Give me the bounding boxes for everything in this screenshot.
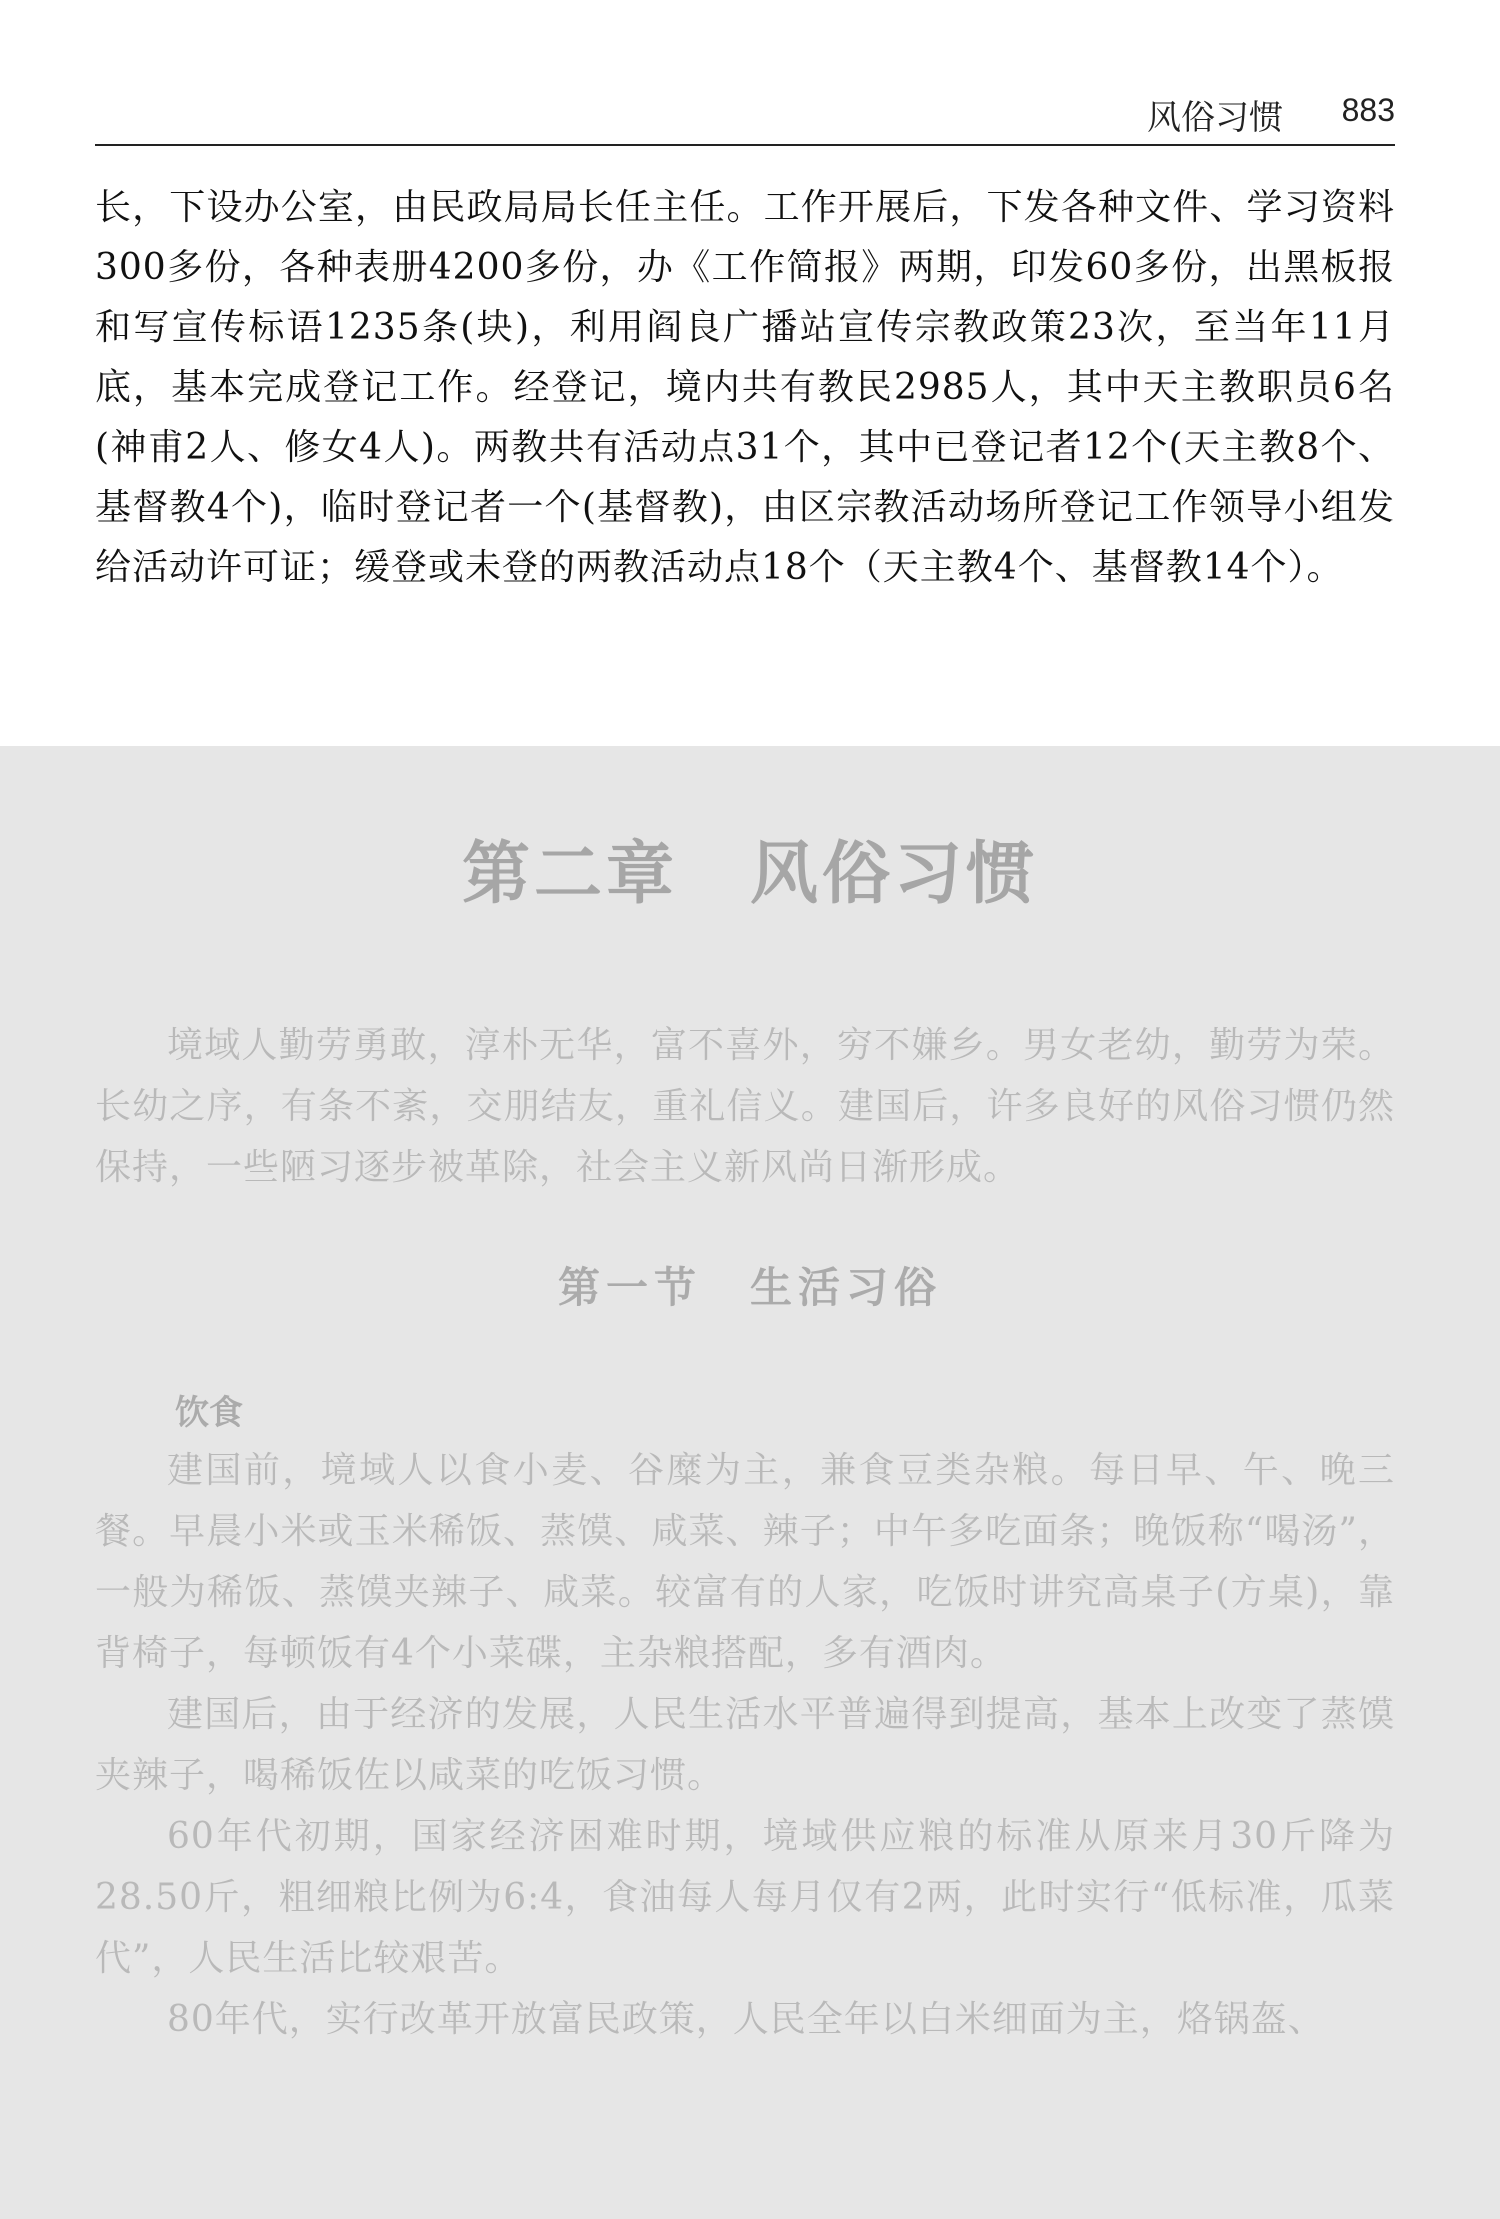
body-paragraph: 建国后，由于经济的发展，人民生活水平普遍得到提高，基本上改变了蒸馍夹辣子，喝稀饭佐以咸菜的吃饭习惯。 (95, 1694, 1395, 1796)
diet-section-body (95, 1440, 1395, 2050)
running-title: 风俗习惯 (1147, 98, 1283, 138)
page-header (95, 88, 1395, 146)
body-paragraph: 建国前，境域人以食小麦、谷糜为主，兼食豆类杂粮。每日早、午、晚三餐。早晨小米或玉米稀饭、蒸馍、咸菜、辣子；中午多吃面条；晚饭称“喝汤”，一般为稀饭、蒸馍夹辣子、咸菜。较富有的人家，吃饭时讲究高桌子(方桌)，靠背椅子，每顿饭有4个小菜碟，主杂粮搭配，多有酒肉。 (95, 1450, 1395, 1674)
subheading-diet: 饮食 (175, 1393, 243, 1433)
chapter-intro (95, 1015, 1395, 1198)
body-paragraph: 80年代，实行改革开放富民政策，人民全年以白米细面为主，烙锅盔、 (167, 1999, 1325, 2040)
chapter-title: 第二章 风俗习惯 (461, 834, 1038, 914)
intro-paragraph: 境域人勤劳勇敢，淳朴无华，富不喜外，穷不嫌乡。男女老幼，勤劳为荣。长幼之序，有条不紊，交朋结友，重礼信义。建国后，许多良好的风俗习惯仍然保持，一些陋习逐步被革除，社会主义新风尚日渐形成。 (95, 1025, 1395, 1188)
paragraph-text: 长，下设办公室，由民政局局长任主任。工作开展后，下发各种文件、学习资料300多份，各种表册4200多份，办《工作简报》两期，印发60多份，出黑板报和写宣传标语1235条(块)，利用阎良广播站宣传宗教政策23次，至当年11月底，基本完成登记工作。经登记，境内共有教民2985人，其中天主教职员6名(神甫2人、修女4人)。两教共有活动点31个，其中已登记者12个(天主教8个、基督教4个)，临时登记者一个(基督教)，由区宗教活动场所登记工作领导小组发给活动许可证；缓登或未登的两教活动点18个（天主教4个、基督教14个）。 (95, 187, 1395, 588)
continued-paragraph (95, 178, 1395, 598)
page-number: 883 (1341, 92, 1395, 128)
body-paragraph: 60年代初期，国家经济困难时期，境域供应粮的标准从原来月30斤降为28.50斤，粗细粮比例为6:4，食油每人每月仅有2两，此时实行“低标准，瓜菜代”，人民生活比较艰苦。 (95, 1816, 1395, 1979)
section-title: 第一节 生活习俗 (557, 1263, 942, 1312)
